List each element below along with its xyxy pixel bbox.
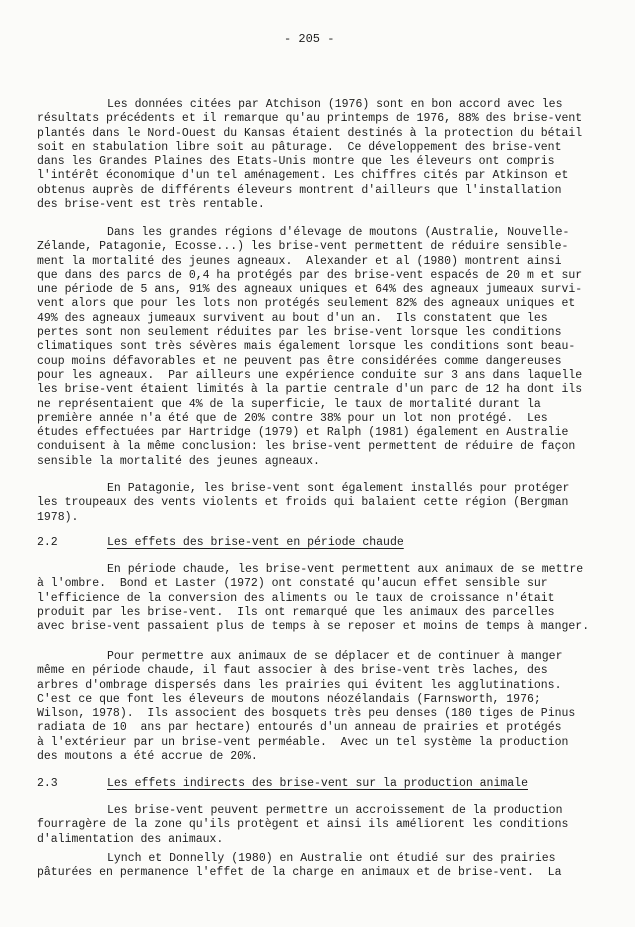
paragraph xyxy=(37,482,569,525)
text-line: ment la mortalité des jeunes agneaux. Alexander et al (1980) montrent ainsi xyxy=(37,254,562,268)
text-line: 49% des agneaux jumeaux survivent au bout d'un an. Ils constatent que les xyxy=(37,311,548,325)
text-line: à l'ombre. Bond et Laster (1972) ont constaté qu'aucun effet sensible sur xyxy=(37,577,548,591)
section-title: Les effets des brise-vent en période chaude xyxy=(107,536,404,549)
text-segment: de 10 ans par hectare) entourés d'un anneau de prairies et protégés xyxy=(85,721,562,735)
text-line: première année n'a été que de 20% contre 38% pour un lot non protégé. Les xyxy=(37,411,548,425)
text-line: Dans les grandes régions d'élevage de moutons (Australie, Nouvelle- xyxy=(107,226,570,239)
page-number: - 205 - xyxy=(284,32,335,46)
paragraph xyxy=(37,563,589,634)
paragraph xyxy=(37,852,562,881)
text-line: même en période chaude, il faut associer à des brise-vent très laches, des xyxy=(37,664,548,678)
text-line: pertes sont non seulement réduites par les brise-vent lorsque les conditions xyxy=(37,326,562,340)
text-line: vent alors que pour les lots non protégés seulement 82% des agneaux uniques et xyxy=(37,297,576,311)
paragraph xyxy=(37,98,582,212)
text-line: une période de 5 ans, 91% des agneaux uniques et 64% des agneaux jumeaux survi- xyxy=(37,283,583,297)
text-line: pâturées en permanence l'effet de la charge en animaux et de brise-vent. La xyxy=(37,866,562,880)
text-line: climatiques sont très sévères mais également lorsque les conditions sont beau- xyxy=(37,340,576,354)
section-title: Les effets indirects des brise-vent sur la production animale xyxy=(107,777,528,790)
section-number: 2.3 xyxy=(37,777,58,790)
text-segment: Wilson, 1978). Ils associent des bosquets très peu denses (180 tiges de xyxy=(37,707,541,721)
text-line: Zélande, Patagonie, Ecosse...) les brise-vent permettent de réduire sensible- xyxy=(37,240,569,254)
text-line: avec brise-vent passaient plus de temps à se reposer et moins de temps à manger. xyxy=(37,620,590,634)
text-line: les troupeaux des vents violents et froids qui balaient cette région (Bergman xyxy=(37,496,569,510)
section-heading xyxy=(37,536,404,549)
text-line: l'intérêt économique d'un tel aménagement. Les chiffres cités par Atkinson et xyxy=(37,169,569,183)
text-segment: Pinus xyxy=(540,707,576,721)
text-line: sensible la mortalité des jeunes agneaux. xyxy=(37,454,320,468)
text-line: produit par les brise-vent. Ils ont remarqué que les animaux des parcelles xyxy=(37,605,555,619)
paragraph xyxy=(37,650,575,764)
text-segment: radiata xyxy=(37,721,86,735)
text-line: des moutons a été accrue de 20%. xyxy=(37,750,258,764)
text-line: C'est ce que font les éleveurs de moutons néozélandais (Farnsworth, 1976; xyxy=(37,692,541,706)
text-line: 1978). xyxy=(37,510,79,524)
text-line: coup moins défavorables et ne peuvent pas être considérées comme dangereuses xyxy=(37,354,562,368)
text-line: dans les Grandes Plaines des Etats-Unis montre que les éleveurs ont compris xyxy=(37,155,555,169)
section-number: 2.2 xyxy=(37,536,58,549)
text-line: que dans des parcs de 0,4 ha protégés par des brise-vent espacés de 20 m et sur xyxy=(37,268,583,282)
text-line: études effectuées par Hartridge (1979) et Ralph (1981) également en Australie xyxy=(37,426,569,440)
text-line xyxy=(37,707,575,721)
text-line: conduisent à la même conclusion: les brise-vent permettent de réduire de façon xyxy=(37,440,576,454)
text-line: pour les agneaux. Par ailleurs une expérience conduite sur 3 ans dans laquelle xyxy=(37,368,583,382)
text-line: arbres d'ombrage dispersés dans les prairies qui évitent les agglutinations. xyxy=(37,678,562,692)
paragraph xyxy=(37,804,568,847)
text-line: fourragère de la zone qu'ils protègent et ainsi ils améliorent les conditions xyxy=(37,818,569,832)
text-line: les brise-vent étaient limités à la partie centrale d'un parc de 12 ha dont ils xyxy=(37,383,583,397)
text-line: plantés dans le Nord-Ouest du Kansas étaient destinés à la protection du bétail xyxy=(37,126,583,140)
text-line: En période chaude, les brise-vent permettent aux animaux de se mettre xyxy=(107,563,584,576)
text-line: à l'extérieur par un brise-vent perméable. Avec un tel système la production xyxy=(37,735,569,749)
text-line: d'alimentation des animaux. xyxy=(37,832,224,846)
text-line: des brise-vent est très rentable. xyxy=(37,198,265,212)
text-line: Les données citées par Atchison (1976) sont en bon accord avec les xyxy=(107,98,563,111)
text-line: l'efficience de la conversion des aliments ou le taux de croissance n'était xyxy=(37,591,555,605)
section-heading xyxy=(37,777,528,790)
text-line: Lynch et Donnelly (1980) en Australie ont étudié sur des prairies xyxy=(107,852,556,865)
paragraph xyxy=(37,226,582,469)
text-line: Les brise-vent peuvent permettre un accroissement de la production xyxy=(107,804,563,817)
text-line: soit en stabulation libre soit au pâturage. Ce développement des brise-vent xyxy=(37,140,562,154)
text-line: résultats précédents et il remarque qu'au printemps de 1976, 88% des brise-vent xyxy=(37,112,583,126)
text-line xyxy=(37,721,575,735)
text-line: obtenus auprès de différents éleveurs montrent d'ailleurs que l'installation xyxy=(37,183,562,197)
text-line: En Patagonie, les brise-vent sont également installés pour protéger xyxy=(107,482,570,495)
text-line: ne représentaient que 4% de la superficie, le taux de mortalité durant la xyxy=(37,397,541,411)
text-line: Pour permettre aux animaux de se déplacer et de continuer à manger xyxy=(107,650,563,663)
